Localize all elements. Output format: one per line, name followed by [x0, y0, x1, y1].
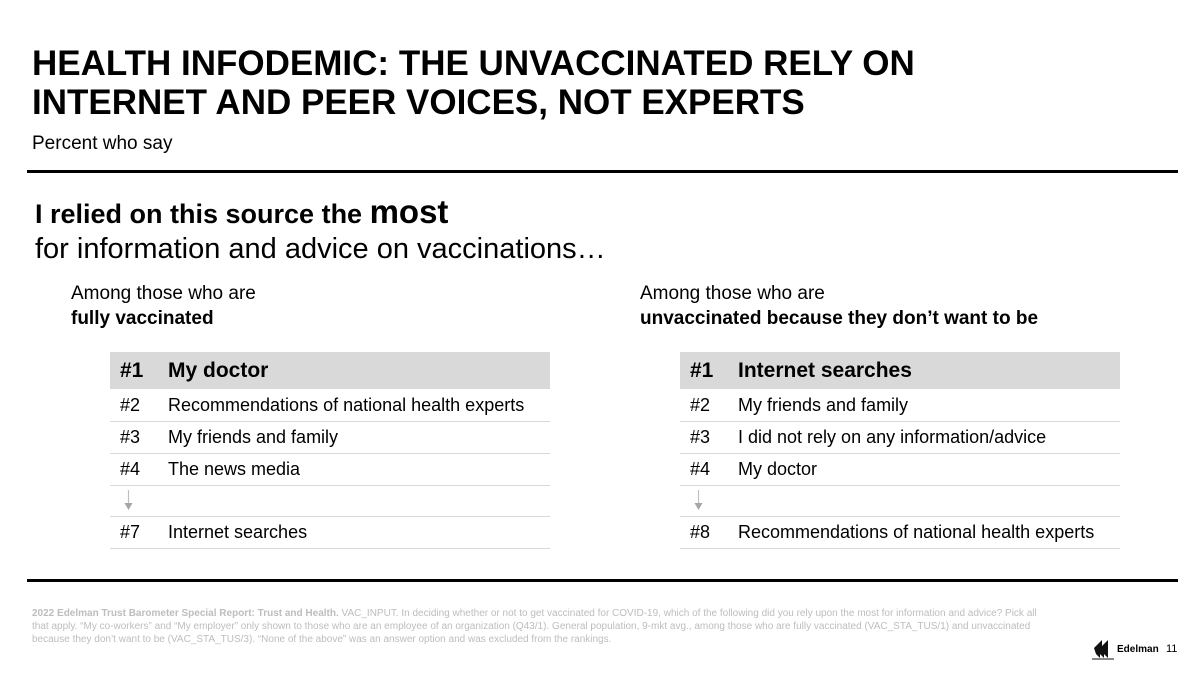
- subtitle: Percent who say: [32, 133, 173, 154]
- list-item: [680, 352, 1120, 390]
- page-title: [32, 44, 1132, 122]
- title-line-1: HEALTH INFODEMIC: THE UNVACCINATED RELY ON: [32, 44, 915, 83]
- top-divider: [27, 170, 1178, 173]
- rank-gap-row: [110, 486, 550, 517]
- bottom-divider: [27, 579, 1178, 582]
- page-number: 11: [1166, 643, 1178, 655]
- list-item: [680, 390, 1120, 422]
- headline-subtext: for information and advice on vaccinations…: [35, 233, 606, 265]
- brand-name: Edelman: [1117, 644, 1159, 655]
- source-label: My doctor: [168, 359, 269, 382]
- left-rank-list: [110, 352, 550, 549]
- source-label: Recommendations of national health experts: [168, 395, 525, 415]
- rank-number: #3: [690, 427, 711, 447]
- rank-number: #7: [120, 522, 141, 542]
- footnote-source: 2022 Edelman Trust Barometer Special Report: Trust and Health.: [32, 608, 339, 619]
- rank-gap-row: [680, 486, 1120, 517]
- right-group-intro-text: Among those who are: [640, 283, 825, 304]
- right-group-emphasis: unvaccinated because they don’t want to be: [640, 308, 1039, 329]
- rank-number: #4: [690, 459, 711, 479]
- source-label: Recommendations of national health experts: [738, 522, 1095, 542]
- source-label: My doctor: [738, 459, 818, 479]
- list-item: [110, 352, 550, 390]
- footnote-text: VAC_INPUT. In deciding whether or not to get vaccinated for COVID-19, which of the following did you rely upon the most for information and advice? Pick all that apply. “My co-workers” and “My employer” only shown to those who are an employee of an organization (Q43/1). General population, 9-mkt avg., among those who are fully vaccinated (VAC_STA_TUS/1) and unvaccinated because they don’t want to be (VAC_STA_TUS/3). “None of the above” was an answer option and was excluded from the rankings.: [32, 608, 1037, 645]
- rank-number: #1: [690, 359, 714, 382]
- rank-number: #1: [120, 359, 144, 382]
- list-item: [680, 422, 1120, 454]
- rank-number: #3: [120, 427, 141, 447]
- rank-number: #8: [690, 522, 711, 542]
- source-label: Internet searches: [168, 522, 308, 542]
- source-label: My friends and family: [738, 395, 909, 415]
- headline-text: I relied on this source the: [35, 199, 370, 229]
- right-group-intro: [640, 281, 1038, 331]
- rank-number: #2: [120, 395, 141, 415]
- down-arrow-icon: [123, 490, 134, 512]
- source-label: My friends and family: [168, 427, 339, 447]
- headline: [35, 193, 448, 231]
- rank-number: #4: [120, 459, 141, 479]
- title-line-2: INTERNET AND PEER VOICES, NOT EXPERTS: [32, 83, 805, 122]
- source-label: Internet searches: [738, 359, 912, 382]
- list-item: [110, 390, 550, 422]
- list-item: [110, 422, 550, 454]
- left-group-intro: [71, 281, 256, 331]
- right-rank-list: [680, 352, 1120, 549]
- list-item: [680, 454, 1120, 486]
- rank-number: #2: [690, 395, 711, 415]
- down-arrow-icon: [693, 490, 704, 512]
- list-item: [110, 517, 550, 549]
- left-group-intro-text: Among those who are: [71, 283, 256, 304]
- left-group-emphasis: fully vaccinated: [71, 308, 214, 329]
- list-item: [110, 454, 550, 486]
- source-label: The news media: [168, 459, 301, 479]
- footnote: [32, 607, 1042, 646]
- list-item: [680, 517, 1120, 549]
- headline-emphasis: most: [369, 193, 449, 230]
- source-label: I did not rely on any information/advice: [738, 427, 1047, 447]
